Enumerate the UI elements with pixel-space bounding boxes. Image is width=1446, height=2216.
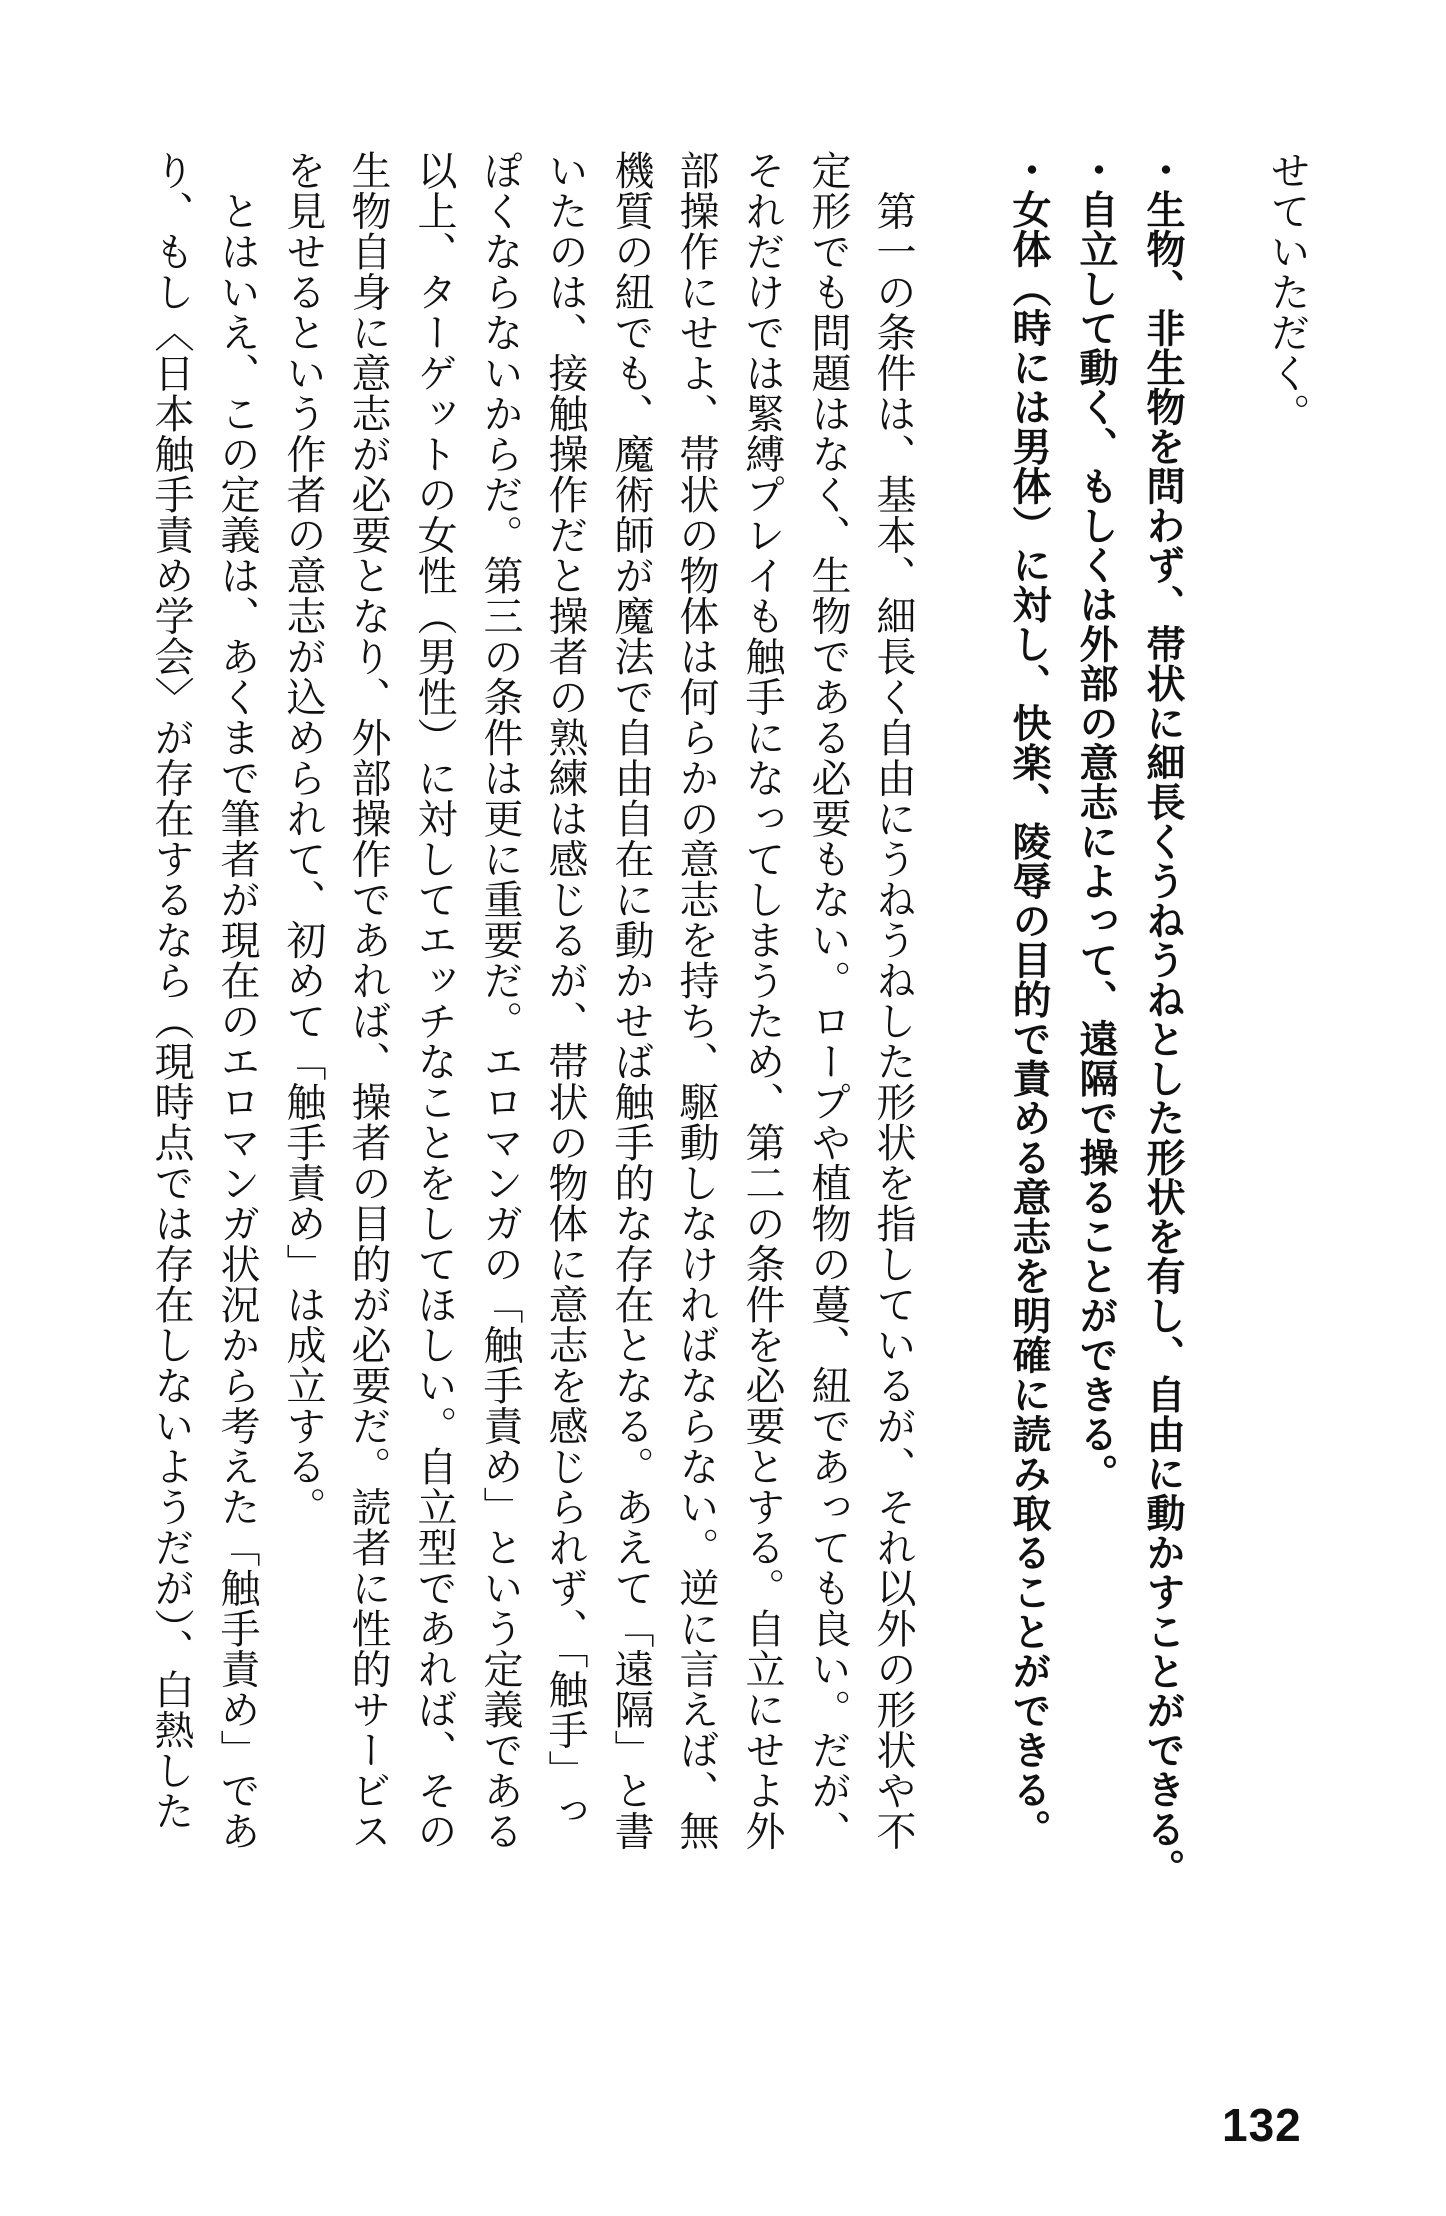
text-column: ぽくならないからだ。第三の条件は更に重要だ。エロマンガの「触手責め」という定義である bbox=[477, 150, 523, 1851]
bullet-condition-3: ・女体（時には男体）に対し、快楽、陵辱の目的で責める意志を明確に読み取ることができる。 bbox=[1006, 150, 1051, 1849]
bullet-condition-2: ・自立して動く、もしくは外部の意志によって、遠隔で操ることができる。 bbox=[1073, 150, 1118, 1493]
text-column: 定形でも問題はなく、生物である必要もない。ロープや植物の蔓、紐であっても良い。だが、 bbox=[805, 150, 851, 1851]
text-column: り、もし〈日本触手責め学会〉が存在するなら（現時点では存在しないようだが）、白熱した bbox=[148, 150, 194, 1831]
text-column: 部操作にせよ、帯状の物体は何らかの意志を持ち、駆動しなければならない。逆に言えば、無 bbox=[673, 150, 719, 1851]
text-column: いたのは、接触操作だと操者の熟練は感じるが、帯状の物体に意志を感じられず、「触手」っ bbox=[542, 150, 588, 1831]
text-column: を見せるという作者の意志が込められて、初めて「触手責め」は成立する。 bbox=[280, 150, 326, 1527]
page-number: 132 bbox=[1222, 2099, 1302, 2151]
text-column: 以上、ターゲットの女性（男性）に対してエッチなことをしてほしい。自立型であれば、その bbox=[411, 150, 457, 1851]
text-column: とはいえ、この定義は、あくまで筆者が現在のエロマンガ状況から考えた「触手責め」であ bbox=[214, 150, 260, 1851]
text-column: 機質の紐でも、魔術師が魔法で自由自在に動かせば触手的な存在となる。あえて「遠隔」と書 bbox=[608, 150, 654, 1851]
bullet-condition-1: ・生物、非生物を問わず、帯状に細長くうねうねとした形状を有し、自由に動かすことができる。 bbox=[1140, 150, 1185, 1888]
text-column: 生物自身に意志が必要となり、外部操作であれば、操者の目的が必要だ。読者に性的サービス bbox=[345, 150, 391, 1851]
text-column: せていただく。 bbox=[1264, 150, 1310, 434]
text-column: それだけでは緊縛プレイも触手になってしまうため、第二の条件を必要とする。自立にせよ外 bbox=[739, 150, 785, 1851]
text-column: 第一の条件は、基本、細長く自由にうねうねした形状を指しているが、それ以外の形状や不 bbox=[870, 150, 916, 1851]
